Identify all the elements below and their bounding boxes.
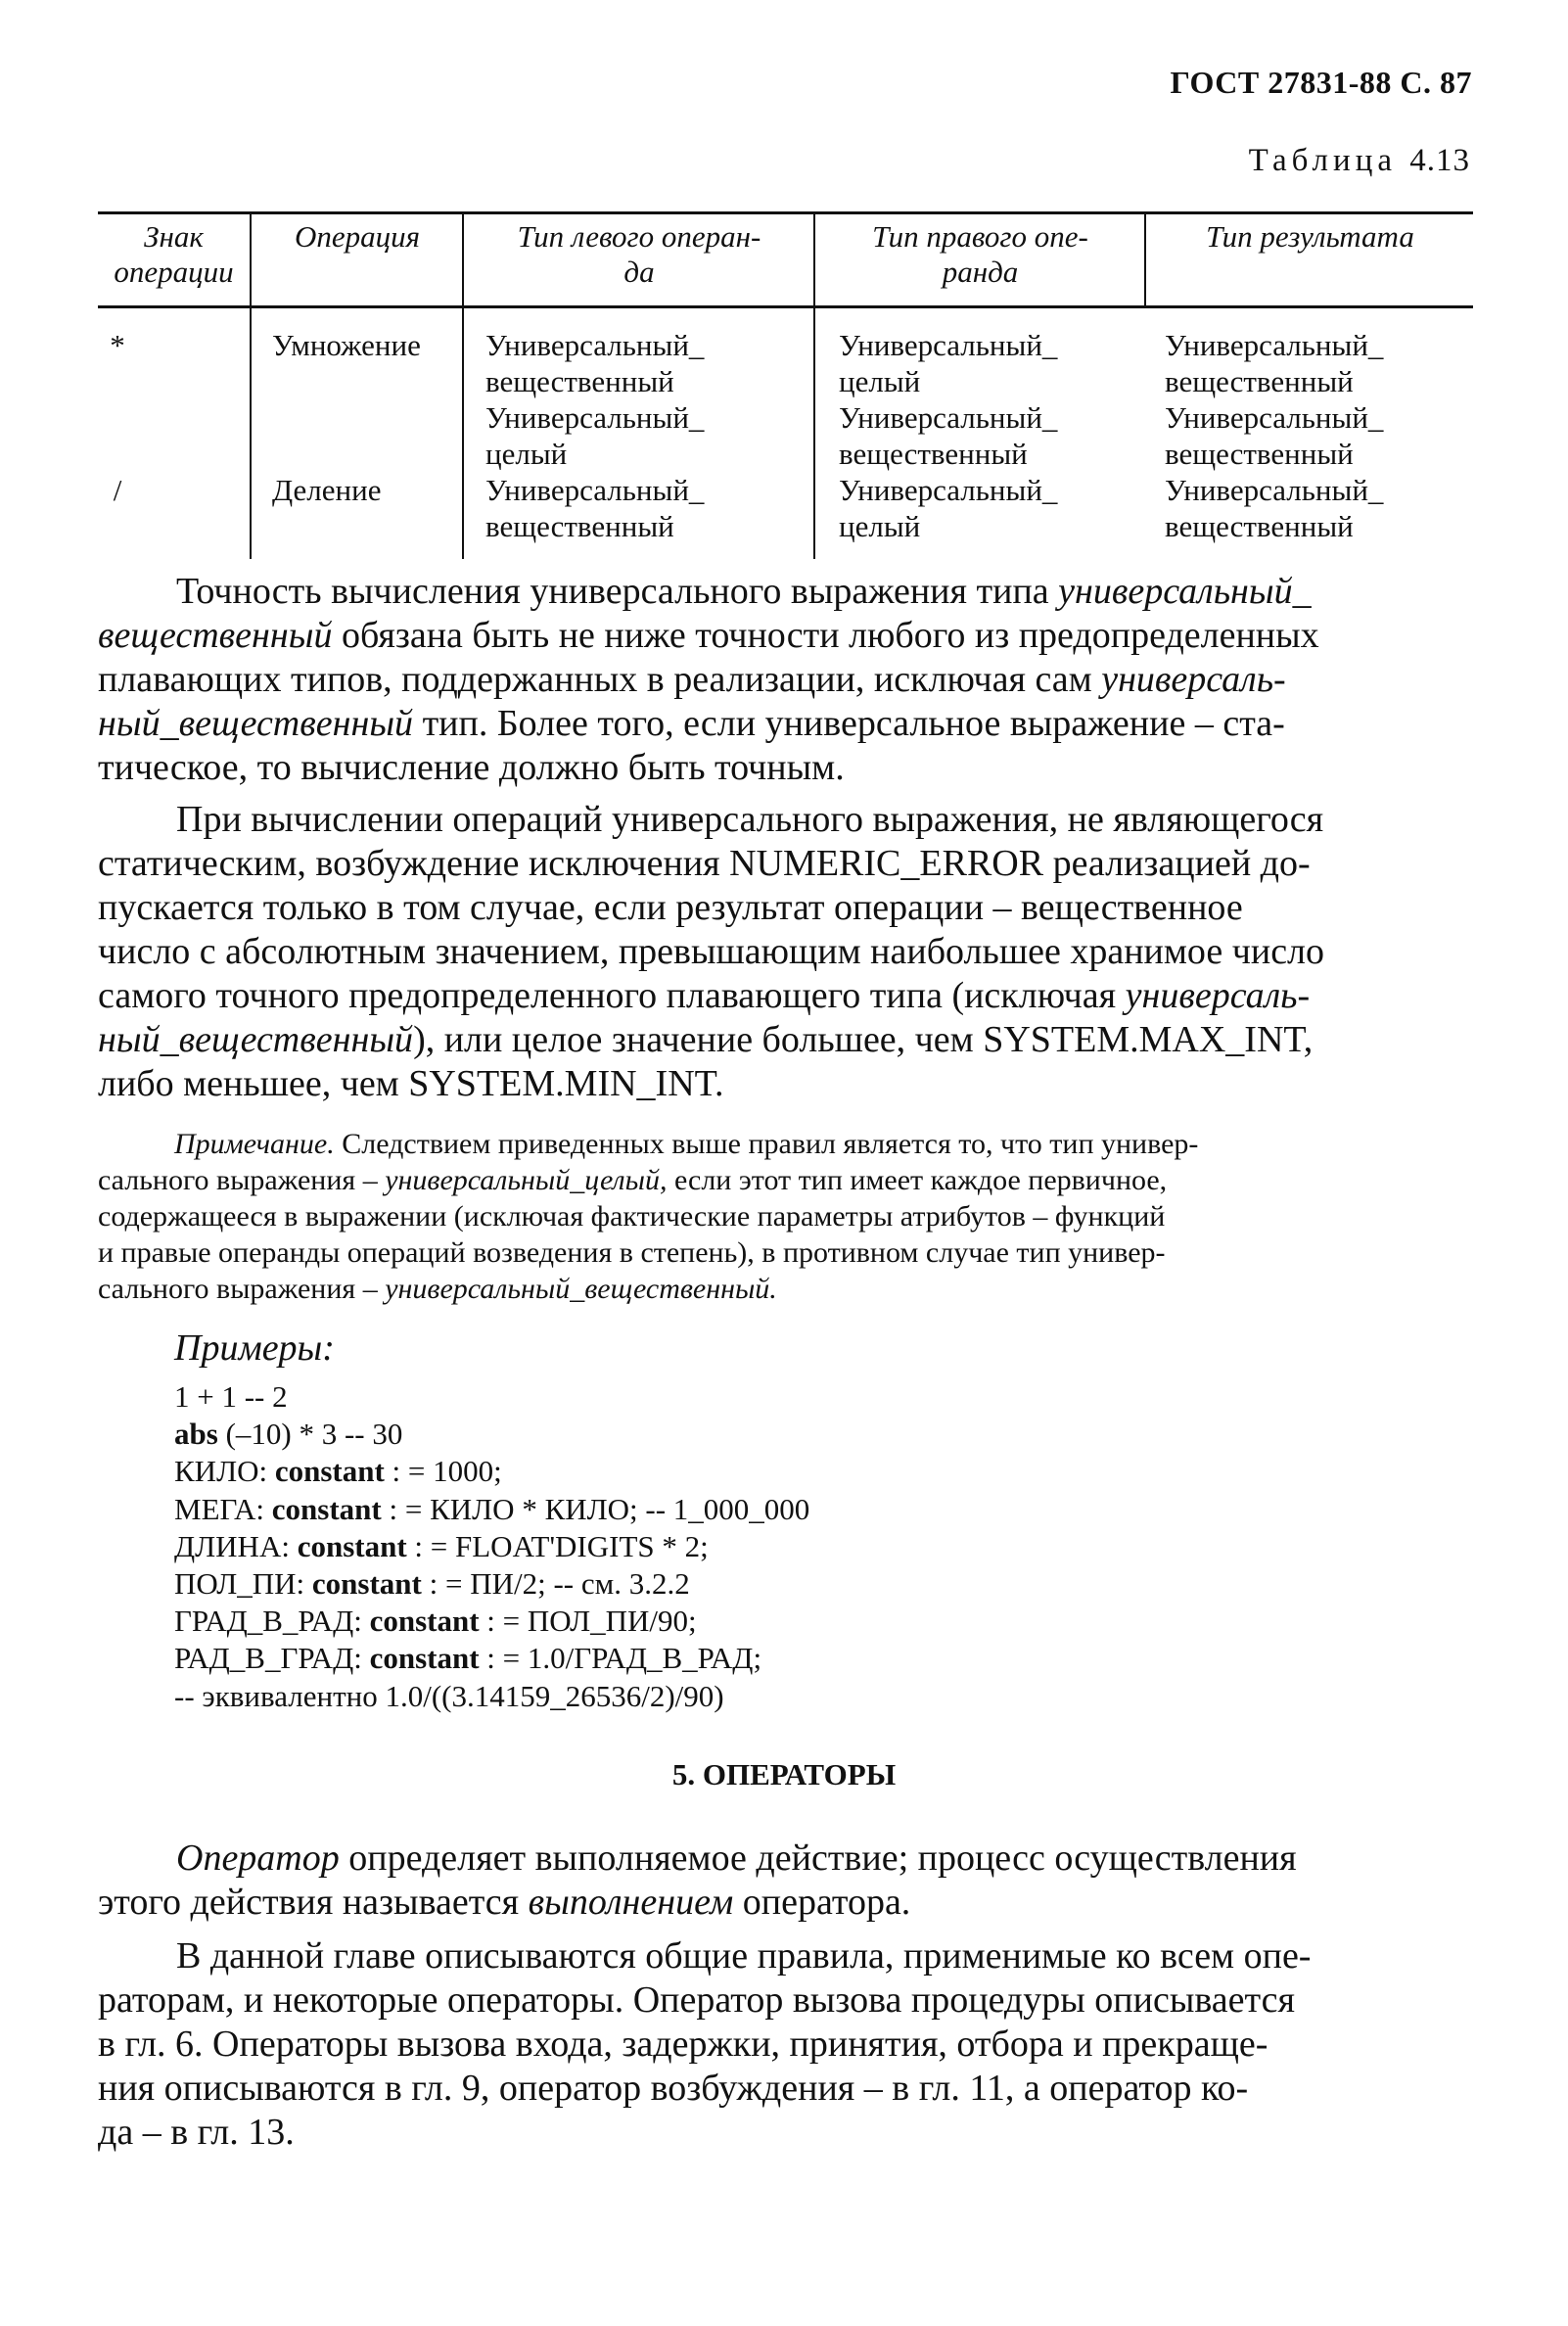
code-line bbox=[174, 1603, 809, 1640]
code-text: : = FLOAT'DIGITS * 2; bbox=[406, 1528, 709, 1563]
cell-right-type: Универсальный_ целый Универсальный_ вещественный bbox=[839, 328, 1058, 471]
code-text: : = ПОЛ_ПИ/90; bbox=[479, 1604, 697, 1639]
code-keyword: constant bbox=[369, 1641, 480, 1676]
cell-operation: Деление bbox=[272, 473, 382, 507]
code-text: : = 1.0/ГРАД_В_РАД; bbox=[479, 1641, 762, 1676]
table-caption bbox=[1249, 143, 1470, 179]
code-keyword: constant bbox=[369, 1604, 480, 1639]
code-text: : = КИЛО * КИЛО; -- 1_000_000 bbox=[381, 1491, 810, 1526]
code-keyword: constant bbox=[271, 1491, 382, 1526]
paragraph-precision: Точность вычисления универсального выражения типа универсальный_ вещественный обязана быть не ниже точности любого из предопределенных плавающих типов, поддержанных в реализации, исключая сам универсаль- ный_вещественный тип. Более того, если универсальное выражение – ста- тическое, то вычисление должно быть точным. bbox=[98, 571, 1319, 788]
code-text: ДЛИНА: bbox=[174, 1528, 298, 1563]
table-col-divider bbox=[813, 214, 815, 559]
code-text: МЕГА: bbox=[174, 1491, 272, 1526]
th-right-operand: Тип правого опе- ранда bbox=[872, 219, 1088, 289]
table-top-rule bbox=[98, 211, 1473, 214]
code-line bbox=[174, 1528, 809, 1565]
code-keyword: constant bbox=[311, 1566, 422, 1602]
code-line bbox=[174, 1416, 809, 1453]
cell-sign: / bbox=[113, 473, 122, 507]
code-text: -- эквивалентно 1.0/((3.14159_26536/2)/90) bbox=[174, 1678, 724, 1713]
cell-result-type: Универсальный_ вещественный bbox=[1165, 473, 1384, 543]
code-text: ГРАД_В_РАД: bbox=[174, 1604, 370, 1639]
paragraph-numeric-error: При вычислении операций универсального выражения, не являющегося статическим, возбуждение исключения NUMERIC_ERROR реализацией до- пускается только в том случае, если результат операции – вещественное число с абсолютным значением, превышающим наибольшее хранимое число самого точного предопределенного плавающего типа (исключая универсаль- ный_вещественный), или целое значение большее, чем SYSTEM.MAX_INT, либо меньшее, чем SYSTEM.MIN_INT. bbox=[98, 799, 1325, 1104]
cell-left-type: Универсальный_ вещественный bbox=[485, 473, 705, 543]
th-operation: Операция bbox=[294, 219, 421, 254]
cell-sign: * bbox=[110, 328, 125, 362]
code-line bbox=[174, 1453, 809, 1490]
code-line bbox=[174, 1378, 809, 1416]
code-text: КИЛО: bbox=[174, 1454, 275, 1489]
examples-title: Примеры: bbox=[174, 1327, 335, 1369]
th-left-operand: Тип левого операн- да bbox=[517, 219, 761, 289]
paragraph-operator-definition: Оператор определяет выполняемое действие; процесс осуществления этого действия называется выполнением оператора. bbox=[98, 1838, 1297, 1923]
code-keyword: abs bbox=[174, 1417, 218, 1452]
code-text: : = 1000; bbox=[384, 1454, 502, 1489]
code-examples bbox=[174, 1378, 809, 1715]
section-title: 5. ОПЕРАТОРЫ bbox=[671, 1757, 897, 1791]
table-col-divider bbox=[1144, 214, 1146, 305]
code-line bbox=[174, 1678, 809, 1715]
code-line bbox=[174, 1640, 809, 1677]
code-keyword: constant bbox=[274, 1454, 385, 1489]
code-text: ПОЛ_ПИ: bbox=[174, 1566, 312, 1602]
cell-operation: Умножение bbox=[272, 328, 421, 362]
cell-result-type: Универсальный_ вещественный Универсальный_ вещественный bbox=[1165, 328, 1384, 471]
code-line bbox=[174, 1565, 809, 1603]
note-label: Примечание. bbox=[174, 1128, 335, 1160]
table-col-divider bbox=[462, 214, 464, 559]
code-line bbox=[174, 1491, 809, 1528]
paragraph-chapter-overview: В данной главе описываются общие правила, применимые ко всем опе- раторам, и некоторые операторы. Оператор вызова процедуры описывается в гл. 6. Операторы вызова входа, задержки, принятия, отбора и прекраще- ния описываются в гл. 9, оператор возбуждения – в гл. 11, а оператор ко- да – в гл. 13. bbox=[98, 1935, 1312, 2153]
code-text: (–10) * 3 -- 30 bbox=[217, 1417, 403, 1452]
cell-right-type: Универсальный_ целый bbox=[839, 473, 1058, 543]
code-keyword: constant bbox=[297, 1528, 407, 1563]
code-text: 1 + 1 -- 2 bbox=[174, 1379, 288, 1414]
table-caption-number: 4.13 bbox=[1409, 143, 1470, 178]
page-header: ГОСТ 27831-88 С. 87 bbox=[1170, 65, 1472, 100]
note: Примечание. Следствием приведенных выше правил является то, что тип универ- сального выражения – универсальный_целый, если этот тип имеет каждое первичное, содержащееся в выражении (исключая фактические параметры атрибутов – функций и правые операнды операций возведения в степень), в противном случае тип универ- сального выражения – универсальный_вещественный. bbox=[98, 1128, 1199, 1305]
table-4-13 bbox=[98, 211, 1473, 559]
code-text: РАД_В_ГРАД: bbox=[174, 1641, 370, 1676]
cell-left-type: Универсальный_ вещественный Универсальный_ целый bbox=[485, 328, 705, 471]
table-header-rule bbox=[98, 305, 1473, 308]
code-text: : = ПИ/2; -- см. 3.2.2 bbox=[421, 1566, 690, 1602]
table-caption-word: Таблица bbox=[1248, 143, 1397, 178]
th-sign: Знак операции bbox=[114, 219, 234, 289]
table-col-divider bbox=[250, 214, 252, 559]
th-result: Тип результата bbox=[1206, 219, 1414, 254]
